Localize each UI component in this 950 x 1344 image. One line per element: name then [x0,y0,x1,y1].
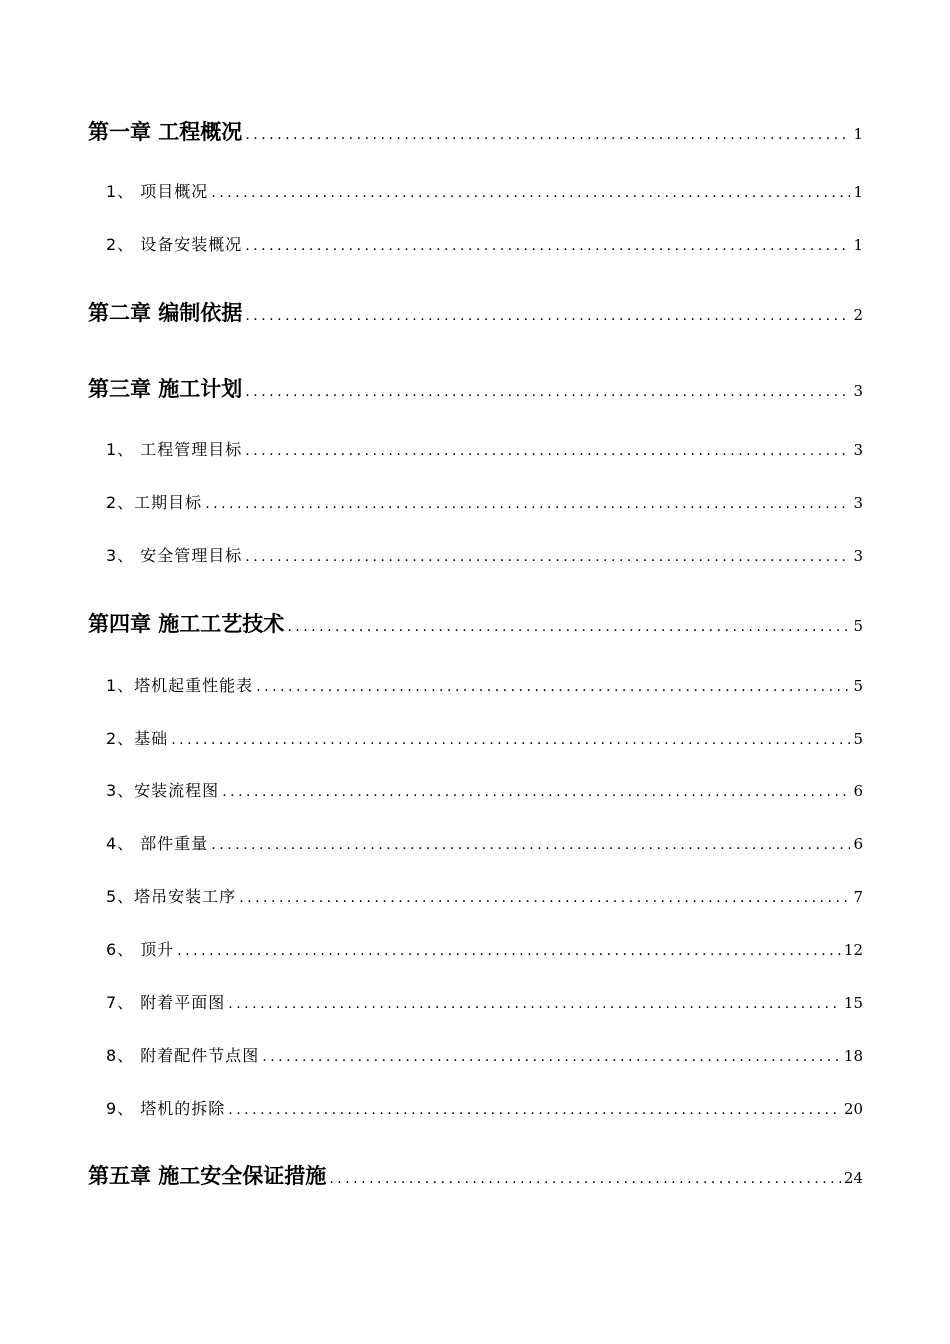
toc-section-4-5[interactable] [106,884,863,907]
toc-entry-title: 1、 项目概况 [106,182,209,201]
toc-chapter-4[interactable] [88,608,863,638]
toc-entry-title: 第三章 施工计划 [88,377,243,401]
toc-section-3-2[interactable] [106,490,863,513]
toc-page-number: 6 [853,782,863,800]
toc-section-4-6[interactable] [106,937,863,960]
toc-page-number: 18 [843,1047,863,1065]
dot-leader [239,890,850,906]
toc-entry-title: 第一章 工程概况 [88,120,243,144]
toc-section-3-1[interactable] [106,437,863,460]
toc-page-number: 1 [853,236,863,254]
dot-leader [245,238,850,254]
toc-chapter-5[interactable] [88,1160,863,1190]
dot-leader [222,784,850,800]
toc-section-4-2[interactable] [106,726,863,749]
toc-entry-title: 2、工期目标 [106,493,203,512]
dot-leader [177,943,841,959]
dot-leader [205,496,850,512]
dot-leader [211,837,850,853]
toc-entry-title: 6、 顶升 [106,940,175,959]
toc-section-1-2[interactable] [106,232,863,255]
toc-page-number: 12 [843,941,863,959]
toc-entry-title: 第四章 施工工艺技术 [88,612,285,636]
toc-section-3-3[interactable] [106,543,863,566]
toc-section-4-9[interactable] [106,1096,863,1119]
toc-section-4-4[interactable] [106,831,863,854]
toc-entry-title: 5、塔吊安装工序 [106,887,237,906]
toc-entry-title: 8、 附着配件节点图 [106,1046,260,1065]
toc-page-number: 24 [843,1169,863,1187]
dot-leader [245,127,850,143]
toc-entry-title: 3、安装流程图 [106,781,220,800]
toc-entry-title: 1、 工程管理目标 [106,440,243,459]
dot-leader [211,185,850,201]
toc-page-number: 20 [843,1100,863,1118]
dot-leader [228,996,841,1012]
toc-page-number: 7 [853,888,863,906]
toc-section-4-1[interactable] [106,673,863,696]
toc-page-number: 15 [843,994,863,1012]
dot-leader [245,308,850,324]
toc-entry-title: 第二章 编制依据 [88,301,243,325]
toc-chapter-2[interactable] [88,297,863,327]
toc-chapter-1[interactable] [88,116,863,146]
dot-leader [262,1049,841,1065]
toc-page-number: 1 [853,125,863,143]
dot-leader [329,1171,841,1187]
toc-entry-title: 7、 附着平面图 [106,993,226,1012]
toc-section-4-7[interactable] [106,990,863,1013]
toc-section-1-1[interactable] [106,179,863,202]
dot-leader [228,1102,841,1118]
toc-page-number: 1 [853,183,863,201]
toc-entry-title: 第五章 施工安全保证措施 [88,1164,327,1188]
toc-entry-title: 4、 部件重量 [106,834,209,853]
toc-page-number: 3 [853,441,863,459]
toc-section-4-8[interactable] [106,1043,863,1066]
toc-page-number: 6 [853,835,863,853]
dot-leader [171,732,850,748]
toc-page-number: 3 [853,547,863,565]
toc-entry-title: 9、 塔机的拆除 [106,1099,226,1118]
toc-entry-title: 3、 安全管理目标 [106,546,243,565]
toc-page-number: 3 [853,494,863,512]
toc-entry-title: 2、 设备安装概况 [106,235,243,254]
toc-page-number: 5 [853,617,863,635]
dot-leader [245,549,850,565]
toc-chapter-3[interactable] [88,373,863,403]
toc-page-number: 5 [853,677,863,695]
dot-leader [245,384,850,400]
dot-leader [287,619,850,635]
toc-page-number: 3 [853,382,863,400]
toc-page-number: 5 [853,730,863,748]
toc-page-number: 2 [853,306,863,324]
toc-entry-title: 1、塔机起重性能表 [106,676,254,695]
toc-entry-title: 2、基础 [106,729,169,748]
dot-leader [256,679,850,695]
dot-leader [245,443,850,459]
toc-section-4-3[interactable] [106,778,863,801]
